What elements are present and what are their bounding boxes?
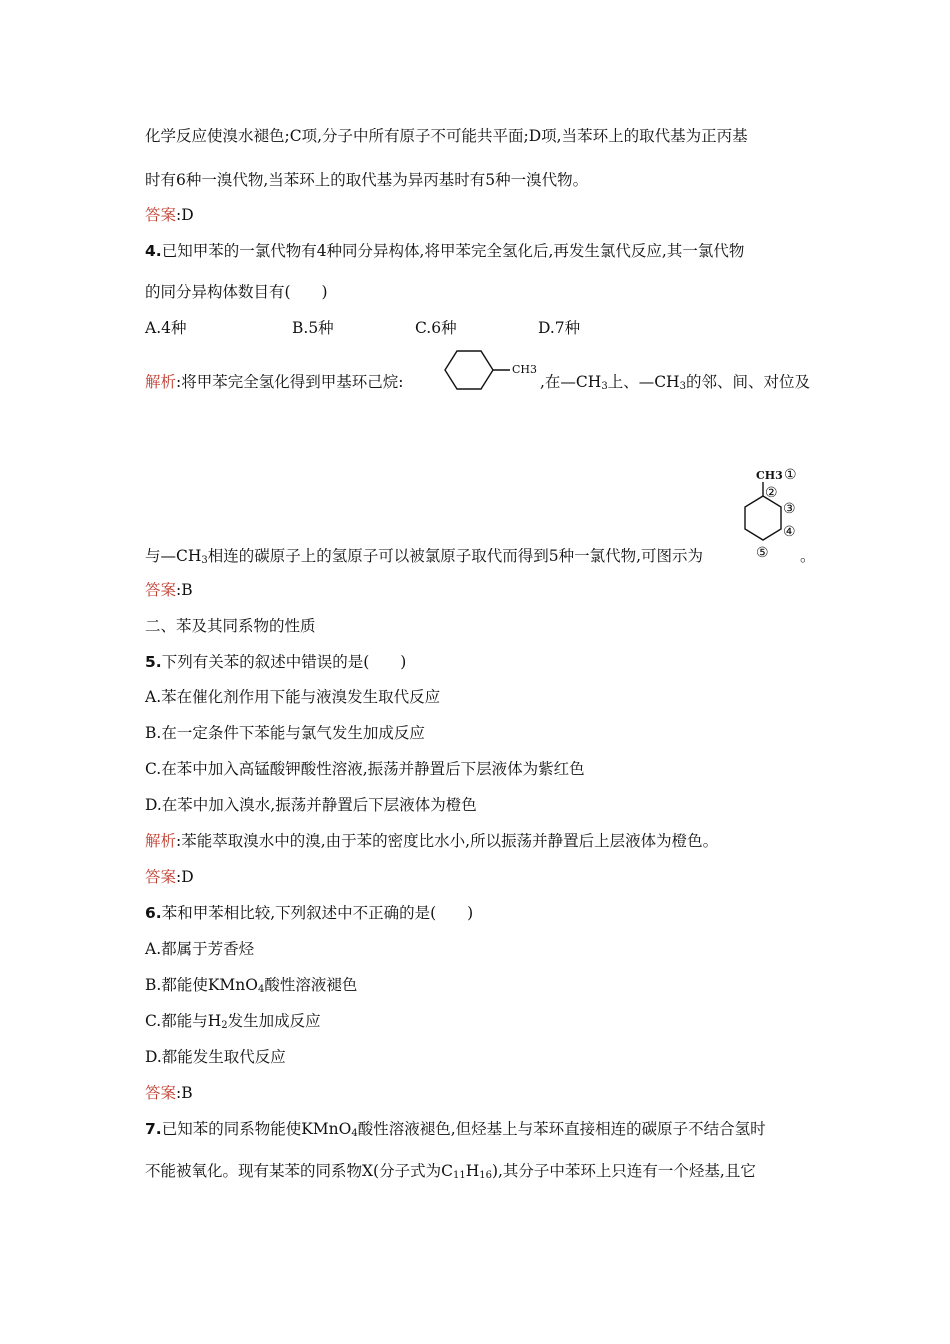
ch3-label: CH3 (512, 363, 538, 376)
question-text: H (465, 1162, 480, 1180)
q4-analysis-end: 。 (800, 547, 816, 565)
position-1-marker: ① (784, 467, 797, 483)
analysis-text-b1: ,在—CH (540, 373, 602, 391)
option-text: B.都能使KMnO (145, 976, 258, 994)
question-6 (145, 903, 473, 923)
answer-5 (145, 867, 194, 887)
text-line-2: 时有6种一溴代物,当苯环上的取代基为异丙基时有5种一溴代物。 (145, 171, 589, 189)
answer-label: 答案 (145, 1084, 177, 1102)
question-number: 5. (145, 653, 162, 671)
answer-label: 答案 (145, 206, 177, 224)
q4-option-c: C.6种 (415, 319, 457, 337)
subscript: 3 (201, 555, 208, 566)
answer-value: :D (176, 868, 194, 886)
q5-option-b: B.在一定条件下苯能与氯气发生加成反应 (145, 724, 425, 742)
answer-label: 答案 (145, 868, 177, 886)
subscript: 2 (221, 1020, 228, 1031)
analysis-label: 解析 (145, 373, 177, 391)
q5-option-d: D.在苯中加入溴水,振荡并静置后下层液体为橙色 (145, 796, 477, 814)
analysis-label: 解析 (145, 832, 177, 850)
answer-label: 答案 (145, 581, 177, 599)
q5-option-a: A.苯在催化剂作用下能与液溴发生取代反应 (145, 688, 441, 706)
answer-3 (145, 205, 194, 225)
q4-option-d: D.7种 (538, 319, 581, 337)
question-text: 苯和甲苯相比较,下列叙述中不正确的是( ) (161, 904, 474, 922)
option-text: C.都能与H (145, 1012, 222, 1030)
question-text: 酸性溶液褪色,但烃基上与苯环直接相连的碳原子不结合氢时 (357, 1120, 766, 1138)
question-text: 不能被氧化。现有某苯的同系物X(分子式为C (145, 1162, 453, 1180)
analysis-text: :将甲苯完全氢化得到甲基环己烷: (176, 373, 404, 391)
q5-option-c: C.在苯中加入高锰酸钾酸性溶液,振荡并静置后下层液体为紫红色 (145, 760, 585, 778)
answer-value: :B (176, 1084, 193, 1102)
q5-analysis (145, 831, 718, 851)
analysis-text-b3: 的邻、间、对位及 (685, 373, 810, 391)
q6-option-a: A.都属于芳香烃 (145, 940, 255, 958)
q4-analysis (145, 372, 403, 392)
answer-6 (145, 1083, 193, 1103)
position-5-marker: ⑤ (756, 545, 769, 561)
position-2-marker: ② (765, 485, 778, 501)
ring-ch3-label: CH3 (756, 469, 783, 482)
text-line-1: 化学反应使溴水褪色;C项,分子中所有原子不可能共平面;D项,当苯环上的取代基为正丙基 (145, 127, 748, 145)
analysis-text-c2: 相连的碳原子上的氢原子可以被氯原子取代而得到5种一氯代物,可图示为 (207, 547, 704, 565)
position-4-marker: ④ (783, 524, 796, 540)
question-text: ),其分子中苯环上只连有一个烃基,且它 (491, 1162, 756, 1180)
question-4-line-2: 的同分异构体数目有( ) (145, 283, 328, 301)
position-3-marker: ③ (783, 501, 796, 517)
q4-option-b: B.5种 (292, 319, 334, 337)
section-heading: 二、苯及其同系物的性质 (145, 617, 316, 635)
analysis-text-c1: 与—CH (145, 547, 202, 565)
subscript: 11 (452, 1170, 466, 1181)
question-4 (145, 241, 744, 261)
question-number: 6. (145, 904, 162, 922)
question-5 (145, 652, 406, 672)
answer-4 (145, 580, 193, 600)
answer-value: :D (176, 206, 194, 224)
question-number: 7. (145, 1120, 162, 1138)
q6-option-b (145, 975, 357, 995)
q6-option-d: D.都能发生取代反应 (145, 1048, 286, 1066)
question-7-line-2 (145, 1161, 756, 1181)
subscript: 3 (679, 381, 686, 392)
q6-option-c (145, 1011, 321, 1031)
subscript: 4 (351, 1128, 358, 1139)
q4-analysis-cont (540, 372, 810, 392)
question-number: 4. (145, 242, 162, 260)
analysis-text: :苯能萃取溴水中的溴,由于苯的密度比水小,所以振荡并静置后上层液体为橙色。 (176, 832, 719, 850)
question-7 (145, 1119, 766, 1139)
question-text: 已知苯的同系物能使KMnO (161, 1120, 352, 1138)
subscript: 16 (479, 1170, 492, 1181)
question-text: 下列有关苯的叙述中错误的是( ) (161, 653, 407, 671)
answer-value: :B (176, 581, 193, 599)
option-text: 发生加成反应 (227, 1012, 321, 1030)
subscript: 3 (601, 381, 608, 392)
question-text: 已知甲苯的一氯代物有4种同分异构体,将甲苯完全氢化后,再发生氯代反应,其一氯代物 (161, 242, 745, 260)
q4-option-a: A.4种 (145, 319, 187, 337)
analysis-text-b2: 上、—CH (607, 373, 680, 391)
methylcyclohexane-structure (437, 345, 538, 395)
option-text: 酸性溶液褪色 (264, 976, 358, 994)
q4-analysis-line-2 (145, 546, 703, 566)
subscript: 4 (257, 984, 265, 995)
